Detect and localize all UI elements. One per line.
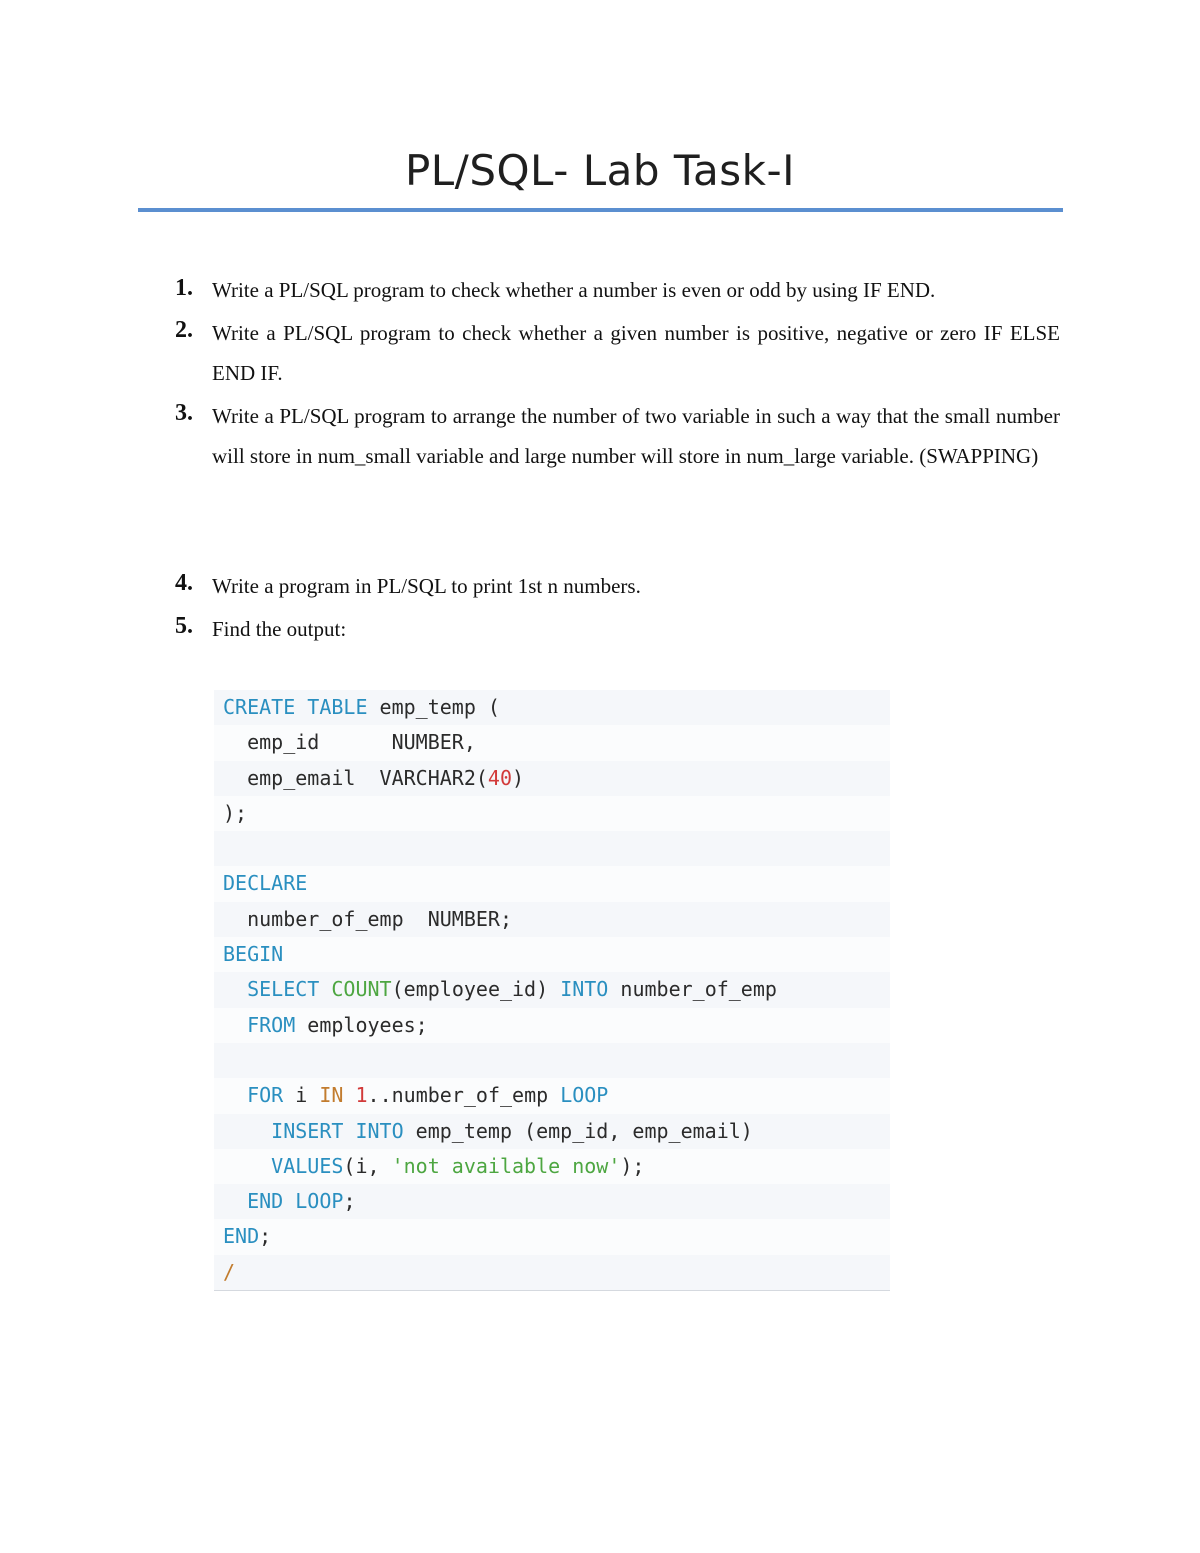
code-token: TABLE	[307, 695, 368, 719]
code-line	[214, 1149, 890, 1184]
code-token	[223, 1189, 247, 1213]
code-line	[214, 1043, 890, 1078]
code-line	[214, 1114, 890, 1149]
code-token: emp_email VARCHAR2(	[223, 765, 488, 790]
code-token: FROM	[247, 1012, 296, 1037]
code-token: INTO	[560, 977, 609, 1002]
code-line	[214, 761, 890, 796]
code-token	[223, 1154, 271, 1178]
code-token: (employee_id)	[391, 977, 561, 1002]
code-token	[283, 1189, 295, 1213]
title-underline	[138, 208, 1063, 212]
code-token: emp_temp (	[367, 695, 500, 719]
code-token: END	[223, 1224, 260, 1249]
code-token: employees;	[295, 1012, 428, 1037]
code-token: CREATE	[223, 695, 296, 719]
code-token: ..number_of_emp	[367, 1083, 561, 1108]
code-token: ;	[343, 1189, 356, 1214]
code-token: number_of_emp NUMBER;	[223, 906, 512, 931]
task-number: 4.	[175, 570, 193, 596]
page-title: PL/SQL- Lab Task-I	[404, 146, 796, 195]
code-line	[214, 972, 890, 1007]
code-line	[214, 725, 890, 760]
code-token: DECLARE	[223, 871, 308, 896]
task-number: 2.	[175, 317, 193, 343]
code-token: (i,	[343, 1153, 392, 1178]
code-token: number_of_emp	[608, 977, 777, 1002]
task-text: Find the output:	[212, 617, 347, 641]
code-token: BEGIN	[223, 942, 284, 967]
code-token	[223, 1013, 247, 1037]
code-token: i	[283, 1083, 320, 1108]
code-token	[319, 977, 331, 1001]
code-token: );	[223, 800, 248, 825]
code-line	[214, 902, 890, 937]
code-token: );	[620, 1153, 645, 1178]
task-number: 5.	[175, 613, 193, 639]
task-number: 1.	[175, 275, 193, 301]
code-token: VALUES	[271, 1153, 344, 1178]
code-block	[214, 690, 890, 1291]
code-token: INTO	[355, 1118, 404, 1143]
task-number: 3.	[175, 400, 193, 426]
code-token: ;	[259, 1224, 272, 1249]
code-line	[214, 1078, 890, 1113]
code-token	[343, 1119, 355, 1143]
code-token: LOOP	[560, 1083, 609, 1108]
code-token: IN	[319, 1083, 344, 1108]
code-token: )	[512, 765, 525, 790]
code-line	[214, 1219, 890, 1254]
task-item-3	[175, 396, 1060, 476]
code-line	[214, 796, 890, 831]
code-token	[295, 695, 307, 719]
code-line	[214, 1255, 890, 1290]
code-line	[214, 690, 890, 725]
code-token: END	[247, 1189, 284, 1214]
code-token: 1	[355, 1083, 368, 1108]
code-line	[214, 937, 890, 972]
task-item-5	[175, 609, 1060, 649]
task-item-4	[175, 566, 1060, 606]
task-text: Write a PL/SQL program to check whether a number is even or odd by using IF END.	[212, 278, 936, 302]
code-token: 'not available now'	[391, 1153, 621, 1178]
code-token: INSERT	[271, 1118, 344, 1143]
task-text: Write a program in PL/SQL to print 1st n numbers.	[212, 574, 641, 598]
code-line	[214, 1008, 890, 1043]
code-line	[214, 831, 890, 866]
task-item-1	[175, 275, 1060, 305]
code-token	[343, 1083, 355, 1107]
code-token	[223, 1119, 271, 1143]
task-item-2	[175, 313, 1060, 393]
code-token: LOOP	[295, 1189, 344, 1214]
task-text: Write a PL/SQL program to check whether a given number is positive, negative or zero IF ELSE END IF.	[212, 321, 1060, 385]
code-token: FOR	[247, 1083, 284, 1108]
code-token: /	[223, 1259, 236, 1284]
code-token: emp_temp (emp_id, emp_email)	[403, 1118, 753, 1143]
task-text: Write a PL/SQL program to arrange the number of two variable in such a way that the small number will store in num_small variable and large number will store in num_large variable. (SWAPPING)	[212, 404, 1060, 468]
code-line	[214, 1184, 890, 1219]
code-token: SELECT	[247, 977, 320, 1002]
code-token: 40	[487, 765, 512, 790]
code-token: emp_id NUMBER,	[223, 730, 476, 755]
code-token	[223, 1083, 247, 1107]
code-token	[223, 977, 247, 1001]
code-line	[214, 866, 890, 901]
code-token: COUNT	[331, 977, 392, 1002]
